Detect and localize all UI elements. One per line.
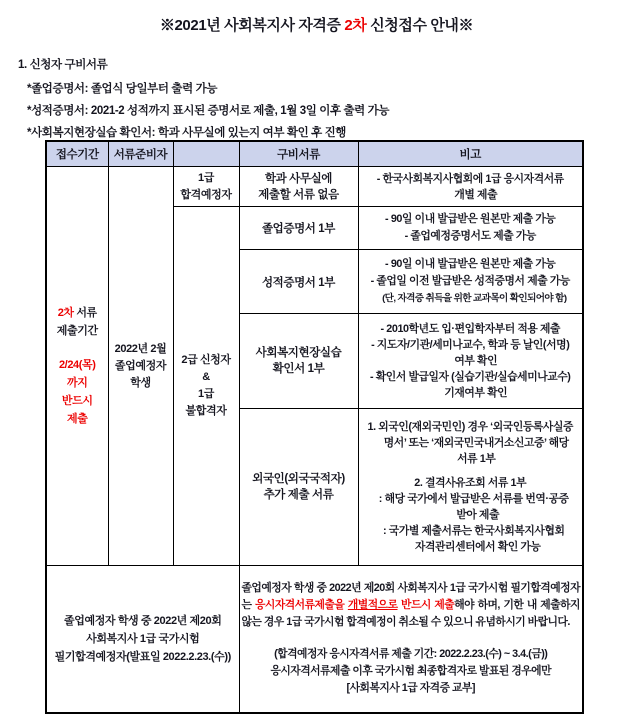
notice-paragraph	[242, 580, 581, 631]
remarks-cell-fieldwork	[358, 314, 583, 409]
note-line: - 90일 이내 발급받은 원본만 제출 가능	[385, 258, 556, 270]
notice-final-pass: 응시자격서류제출 이후 국가시험 최종합격자로 발표된 경우에만	[270, 665, 552, 678]
col-header-period: 접수기간	[46, 141, 108, 167]
grade2-applicant-cell	[173, 207, 239, 566]
title-text-post: 신청접수 안내※	[366, 17, 474, 34]
remarks-cell-graduation-cert	[358, 207, 583, 250]
requirements-table	[45, 140, 584, 714]
col-header-documents: 구비서류	[239, 141, 358, 167]
intro-bullet-graduation: *졸업증명서: 졸업식 당일부터 출력 가능	[27, 83, 218, 95]
preparer-line-2: 졸업예정자	[114, 359, 167, 372]
submission-period-cell	[46, 167, 108, 566]
doc-line: 확인서 1부	[272, 363, 325, 375]
note-line: : 국가별 제출서류는 한국사회복지사협회	[383, 525, 565, 537]
note-line: - 졸업일 이전 발급받은 성적증명서 제출 가능	[370, 275, 570, 287]
note-line: 여부 확인	[454, 355, 498, 367]
note-line: 서류 1부	[457, 453, 496, 465]
note-line-small: (단, 자격증 취득을 위한 교과목이 확인되어야 함)	[382, 293, 567, 304]
table-row-grade1	[46, 167, 583, 207]
note-line: - 졸업예정증명서도 제출 가능	[404, 230, 536, 242]
note-line: 기재여부 확인	[444, 387, 508, 399]
doc-line: 사회복지현장실습	[255, 347, 342, 359]
notice-submission-window: (합격예정자 응시자격서류 제출 기간: 2022.2.23.(수) ~ 3.4.(금))	[274, 648, 548, 661]
bottom-left-line-2: 사회복지사 1급 국가시험	[86, 632, 200, 645]
doc-cell-no-documents	[239, 167, 358, 207]
note-line: - 한국사회복지사협회에 1급 응시자격서류	[376, 172, 564, 185]
title-text-pre: ※2021년 사회복지사 자격증	[159, 17, 345, 34]
table-header-row	[46, 141, 583, 167]
title-round-highlight: 2차	[344, 17, 367, 34]
deadline-submit: 제출	[67, 413, 88, 425]
grade1-expected-pass-cell	[173, 167, 239, 207]
grade2-line-3: 1급	[198, 388, 214, 400]
period-docs-black: 서류	[73, 307, 97, 319]
remarks-cell-grade1	[358, 167, 583, 207]
col-header-blank	[173, 141, 239, 167]
deadline-date: 2/24(목)	[58, 359, 96, 371]
preparer-line-1: 2022년 2월	[114, 342, 167, 355]
deadline-must: 반드시	[61, 395, 93, 407]
period-line-2: 제출기간	[56, 325, 98, 337]
intro-section	[18, 56, 618, 147]
notice-black-2: 해야 하며, 기한 내 제출하지 않는 경우 1급 국가시험 합격예정이 취소될 수 있으니 유념하시기 바랍니다.	[241, 599, 580, 629]
period-line-1	[49, 304, 106, 322]
note-line: 받아 제출	[456, 509, 500, 521]
intro-bullet-transcript: *성적증명서: 2021-2 성적까지 표시된 증명서로 제출, 1월 3일 이후 출력 가능	[27, 105, 390, 117]
bottom-left-line-3: 필기합격예정자(발표일 2022.2.23.(수))	[54, 650, 231, 663]
note-line: 2. 결격사유조회 서류 1부	[414, 477, 527, 489]
doc-line: 제출할 서류 없음	[258, 188, 339, 201]
grade2-line-2: &	[202, 371, 210, 383]
note-line: 개별 제출	[454, 188, 498, 201]
notice-black-1: 졸업예정자 학생 중 2022년 제20회 사회복지사 1급 국가시험 필기합격예정자는	[241, 582, 580, 612]
notice-certificate-issue: [사회복지사 1급 자격증 교부]	[346, 682, 475, 695]
col-header-preparer: 서류준비자	[108, 141, 173, 167]
note-line: - 90일 이내 발급받은 원본만 제출 가능	[385, 213, 556, 225]
note-line: - 지도자/기관/세미나교수, 학과 등 날인(서명)	[371, 339, 570, 351]
section-heading: 1. 신청자 구비서류	[18, 59, 108, 71]
grade1-line-1: 1급	[198, 171, 214, 184]
preparer-line-3: 학생	[130, 376, 151, 389]
remarks-cell-transcript	[358, 250, 583, 314]
doc-cell-graduation-cert: 졸업증명서 1부	[239, 207, 358, 250]
spacer	[361, 467, 581, 475]
grade2-line-4: 불합격자	[185, 405, 227, 417]
doc-line: 학과 사무실에	[264, 172, 333, 185]
note-line: - 확인서 발급일자 (실습기관/실습세미나교수)	[369, 371, 571, 383]
deadline-until: 까지	[67, 377, 88, 389]
grade1-line-2: 합격예정자	[180, 188, 232, 201]
doc-cell-transcript: 성적증명서 1부	[239, 250, 358, 314]
note-line: 명서’ 또는 ‘재외국민국내거소신고증’ 해당	[383, 437, 569, 449]
period-round-red: 2차	[57, 307, 74, 319]
note-line: : 해당 국가에서 발급받은 서류를 번역·공증	[378, 493, 569, 505]
notice-red-underlined: 개별적으로	[347, 599, 398, 612]
table-row-bottom	[46, 566, 583, 713]
spacer	[49, 340, 106, 356]
doc-cell-foreigner	[239, 409, 358, 566]
note-line: 자격관리센터에서 확인 가능	[414, 541, 541, 553]
note-line: 1. 외국인(재외국민인) 경우 ‘외국인등록사실증	[367, 421, 574, 433]
doc-line: 추가 제출 서류	[263, 489, 334, 501]
doc-cell-fieldwork	[239, 314, 358, 409]
grade2-line-1: 2급 신청자	[181, 354, 231, 366]
col-header-remarks: 비고	[358, 141, 583, 167]
page-title	[0, 14, 633, 35]
bottom-left-line-1: 졸업예정자 학생 중 2022년 제20회	[64, 614, 222, 627]
intro-bullet-fieldwork: *사회복지현장실습 확인서: 학과 사무실에 있는지 여부 확인 후 진행	[27, 127, 347, 139]
remarks-cell-foreigner	[358, 409, 583, 566]
notice-red-2: 반드시 제출	[397, 599, 455, 612]
bottom-left-summary-cell	[46, 566, 239, 713]
notice-red-1: 응시자격서류제출을	[254, 599, 348, 612]
bottom-right-notice-cell	[239, 566, 583, 713]
note-line: - 2010학년도 입·편입학자부터 적용 제출	[380, 323, 561, 335]
doc-line: 외국인(외국국적자)	[252, 473, 345, 485]
preparer-cell	[108, 167, 173, 566]
